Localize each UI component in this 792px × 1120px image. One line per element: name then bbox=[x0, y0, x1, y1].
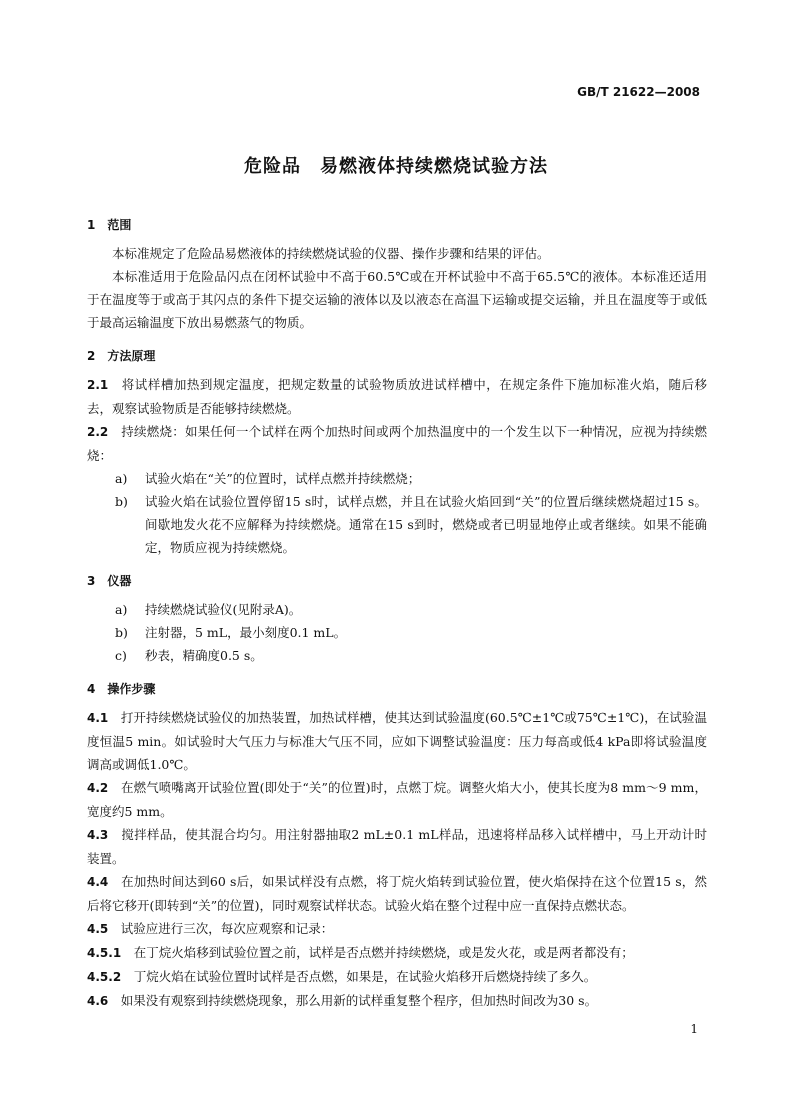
list-text: 持续燃烧试验仪(见附录A)。 bbox=[145, 602, 302, 617]
list-item bbox=[87, 644, 707, 667]
clause-text: 将试样槽加热到规定温度，把规定数量的试验物质放进试样槽中，在规定条件下施加标准火焰，随后移去，观察试验物质是否能够持续燃烧。 bbox=[87, 377, 707, 416]
paragraph: 本标准适用于危险品闪点在闭杯试验中不高于60.5℃或在开杯试验中不高于65.5℃的液体。本标准还适用于在温度等于或高于其闪点的条件下提交运输的液体以及以液态在高温下运输或提交运输，并且在温度等于或低于最高运输温度下放出易燃蒸气的物质。 bbox=[87, 269, 707, 330]
clause-number: 4.6 bbox=[87, 994, 109, 1008]
list-text: 秒表，精确度0.5 s。 bbox=[145, 648, 263, 663]
list-marker: a) bbox=[115, 471, 128, 486]
clause-number: 4.4 bbox=[87, 875, 109, 889]
list-text: 试验火焰在“关”的位置时，试样点燃并持续燃烧； bbox=[145, 471, 421, 486]
list-item bbox=[87, 467, 707, 490]
list-text: 注射器，5 mL，最小刻度0.1 mL。 bbox=[145, 625, 347, 640]
standard-number: GB/T 21622—2008 bbox=[577, 85, 700, 99]
clause-text: 在燃气喷嘴离开试验位置(即处于“关”的位置)时，点燃丁烷。调整火焰大小，使其长度为8 mm～9 mm，宽度约5 mm。 bbox=[87, 780, 707, 819]
clause-text: 搅拌样品，使其混合均匀。用注射器抽取2 mL±0.1 mL样品，迅速将样品移入试样槽中，马上开动计时装置。 bbox=[87, 827, 707, 866]
clause bbox=[87, 823, 707, 870]
clause bbox=[87, 965, 707, 989]
list-text: 试验火焰在试验位置停留15 s时，试样点燃，并且在试验火焰回到“关”的位置后继续燃烧超过15 s。间歇地发火花不应解释为持续燃烧。通常在15 s到时，燃烧或者已明显地停止或者继续。如果不能确定，物质应视为持续燃烧。 bbox=[145, 494, 707, 555]
clause bbox=[87, 420, 707, 467]
list-item bbox=[87, 490, 707, 559]
clause bbox=[87, 941, 707, 965]
clause-text: 如果没有观察到持续燃烧现象，那么用新的试样重复整个程序，但加热时间改为30 s。 bbox=[120, 993, 598, 1008]
clause-number: 4.5 bbox=[87, 922, 109, 936]
section-heading-procedure: 4 操作步骤 bbox=[87, 682, 156, 696]
section-heading-apparatus: 3 仪器 bbox=[87, 574, 132, 588]
clause-number: 4.5.1 bbox=[87, 946, 122, 960]
clause-text: 丁烷火焰在试验位置时试样是否点燃，如果是，在试验火焰移开后燃烧持续了多久。 bbox=[133, 969, 597, 984]
clause-text: 在加热时间达到60 s后，如果试样没有点燃，将丁烷火焰转到试验位置，使火焰保持在这个位置15 s，然后将它移开(即转到“关”的位置)，同时观察试样状态。试验火焰在整个过程中应一直保持点燃状态。 bbox=[87, 874, 707, 913]
list-item bbox=[87, 621, 707, 644]
clause-number: 4.1 bbox=[87, 711, 109, 725]
clause bbox=[87, 917, 707, 941]
paragraph: 本标准规定了危险品易燃液体的持续燃烧试验的仪器、操作步骤和结果的评估。 bbox=[112, 246, 550, 261]
section-heading-scope: 1 范围 bbox=[87, 218, 132, 232]
clause bbox=[87, 989, 707, 1013]
clause-number: 4.5.2 bbox=[87, 970, 122, 984]
clause bbox=[87, 373, 707, 420]
clause-number: 4.3 bbox=[87, 828, 109, 842]
clause-text: 打开持续燃烧试验仪的加热装置，加热试样槽，使其达到试验温度(60.5℃±1℃或75℃±1℃)，在试验温度恒温5 min。如试验时大气压力与标准大气压不同，应如下调整试验温度：压力每高或低4 kPa即将试验温度调高或调低1.0℃。 bbox=[87, 710, 707, 772]
clause-text: 在丁烷火焰移到试验位置之前，试样是否点燃并持续燃烧，或是发火花，或是两者都没有； bbox=[133, 945, 634, 960]
list-marker: b) bbox=[115, 625, 128, 640]
list-marker: a) bbox=[115, 602, 128, 617]
clause bbox=[87, 776, 707, 823]
clause-number: 2.1 bbox=[87, 378, 109, 392]
document-title: 危险品 易燃液体持续燃烧试验方法 bbox=[244, 156, 548, 177]
clause-text: 持续燃烧：如果任何一个试样在两个加热时间或两个加热温度中的一个发生以下一种情况，应视为持续燃烧： bbox=[87, 424, 707, 463]
clause-text: 试验应进行三次，每次应观察和记录： bbox=[120, 921, 334, 936]
list-marker: b) bbox=[115, 494, 128, 509]
clause bbox=[87, 706, 707, 776]
document-body bbox=[87, 214, 707, 1013]
section-heading-principle: 2 方法原理 bbox=[87, 349, 156, 363]
clause bbox=[87, 870, 707, 917]
clause-number: 2.2 bbox=[87, 425, 109, 439]
page-number: 1 bbox=[690, 1022, 698, 1036]
list-item bbox=[87, 598, 707, 621]
clause-number: 4.2 bbox=[87, 781, 109, 795]
list-marker: c) bbox=[115, 648, 127, 663]
